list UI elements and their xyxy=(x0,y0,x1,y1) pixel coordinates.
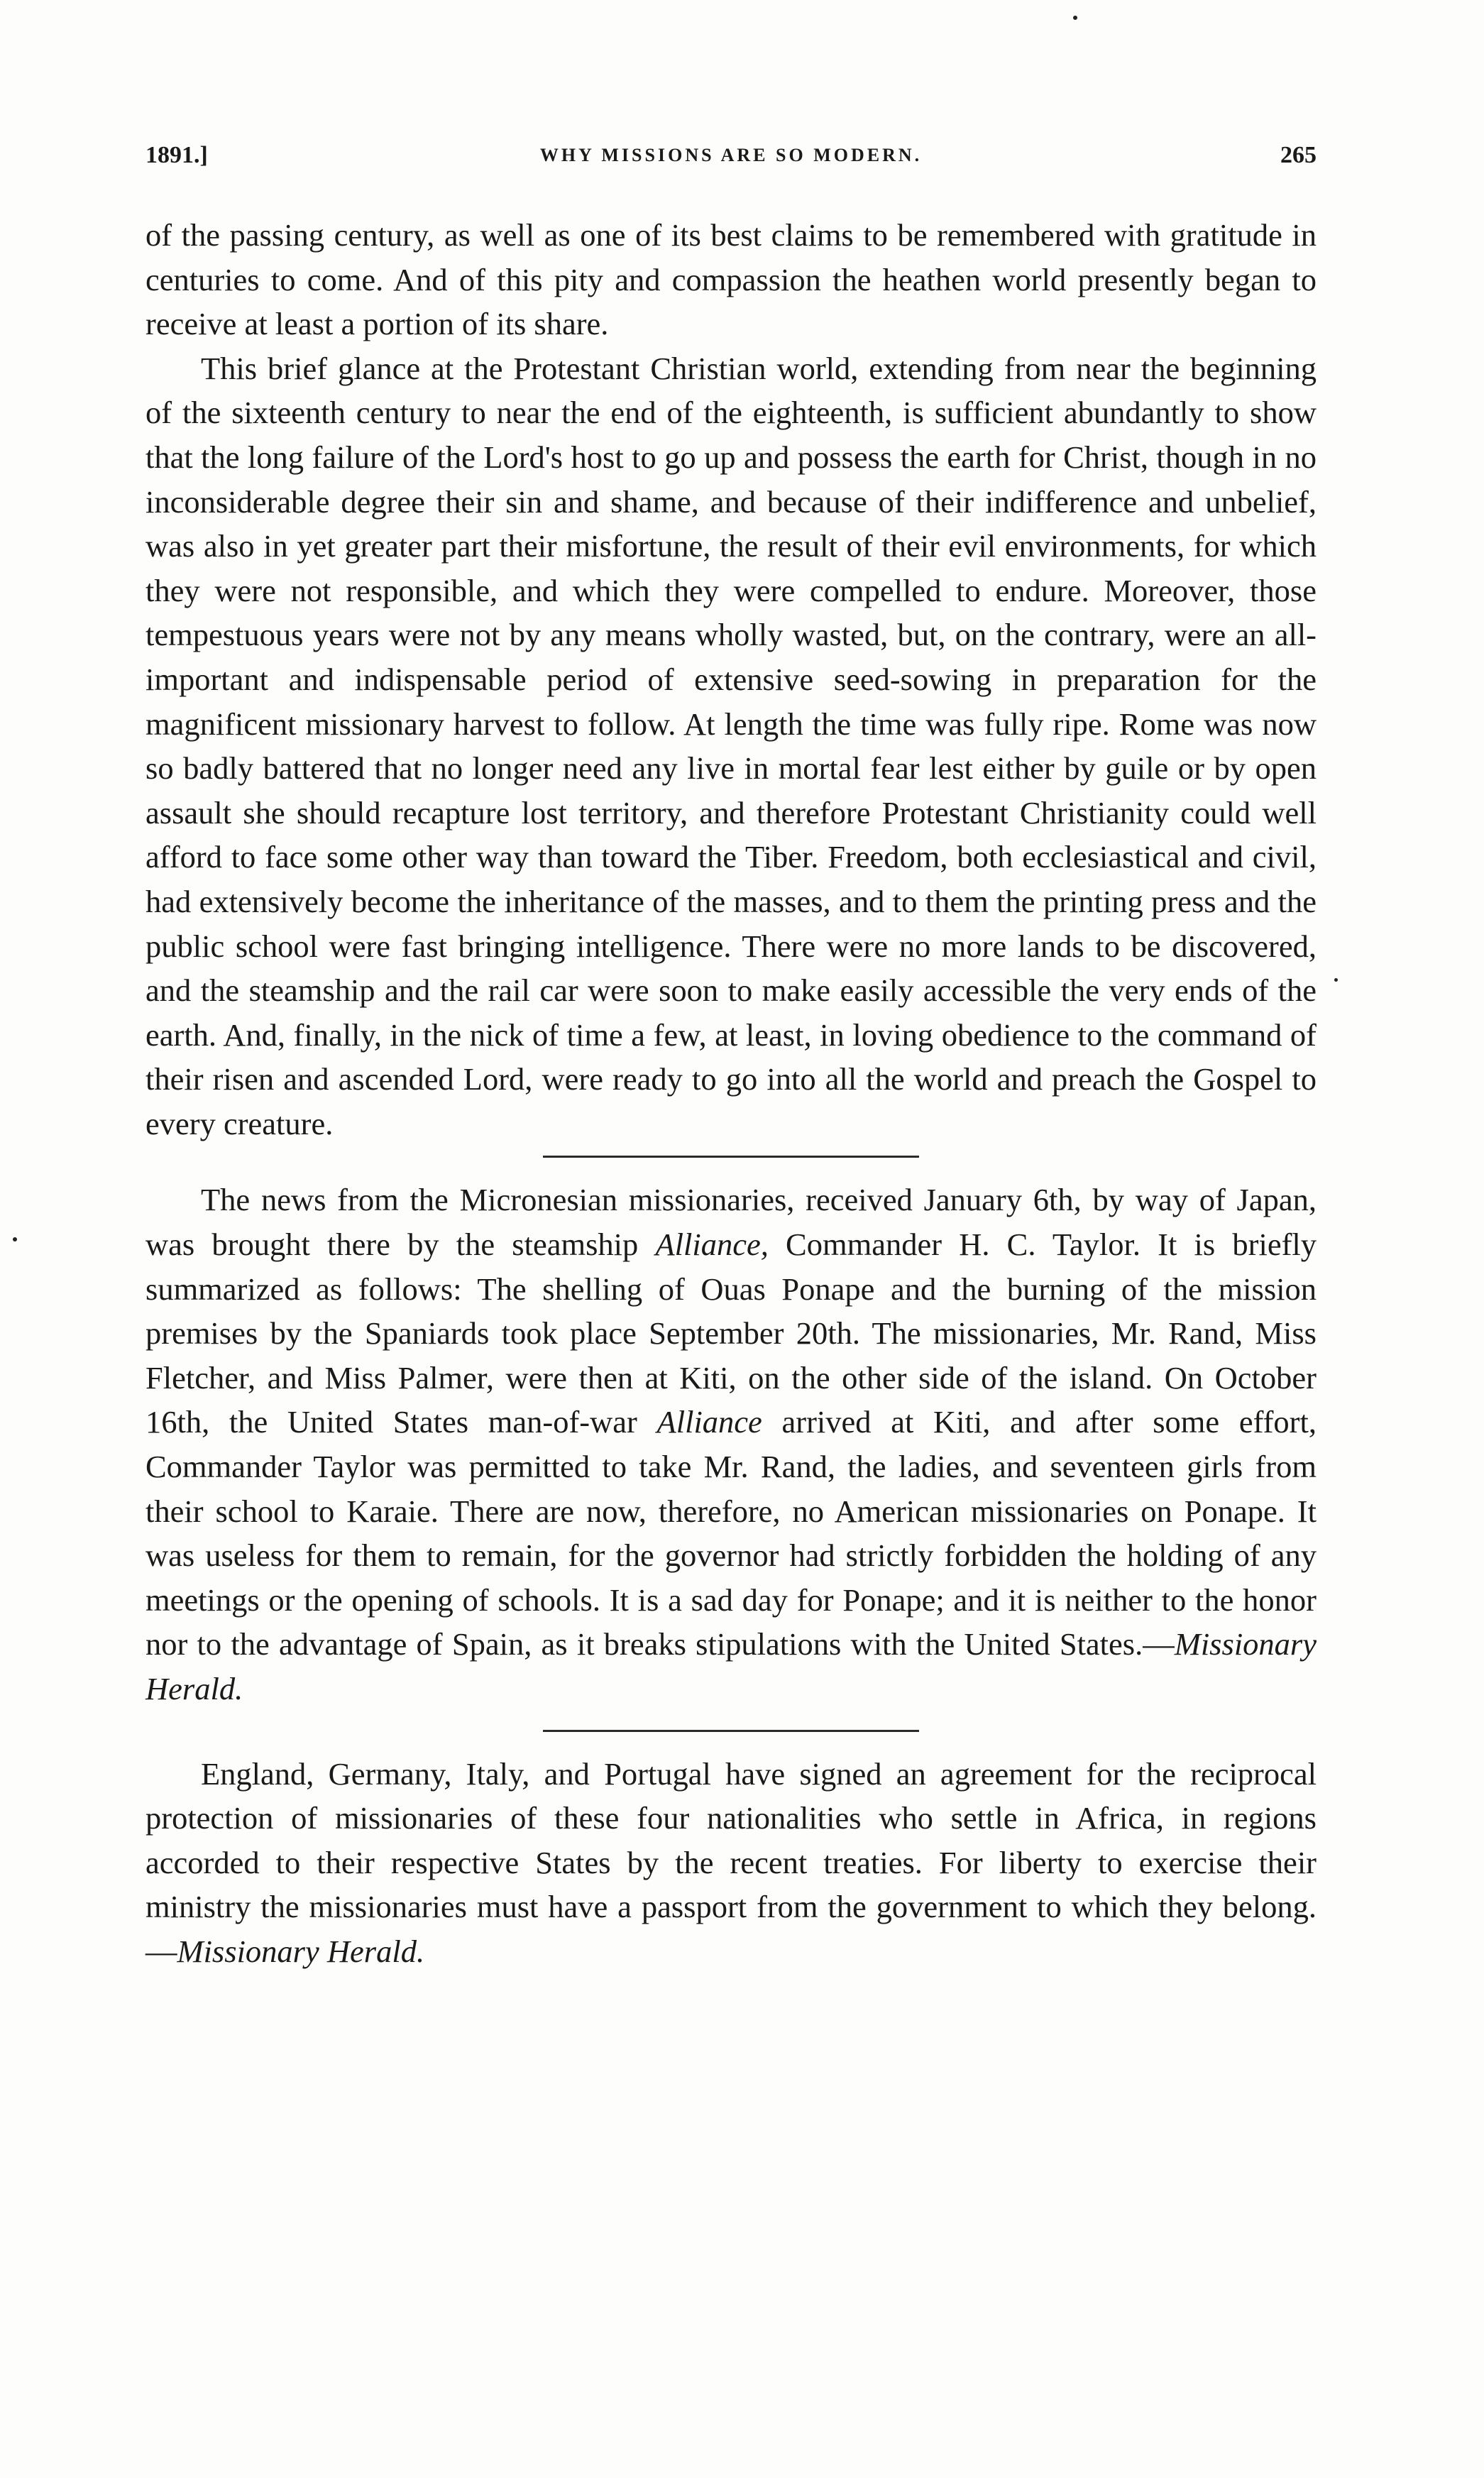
running-header xyxy=(145,142,1317,185)
section-divider xyxy=(543,1156,919,1158)
micronesian-text-1: The news from the Micronesian missionaries, received January 6th, by way of Japan, was brought there by the steamship xyxy=(145,1182,1317,1263)
section-divider-2 xyxy=(543,1730,919,1732)
ship-name-alliance: Alliance, xyxy=(655,1227,769,1263)
africa-text: England, Germany, Italy, and Portugal have signed an agreement for the reciprocal protection of missionaries of these four nationalities who settle in Africa, in regions accorded to their respective States by the recent treaties. For liberty to exercise their ministry the missionaries must have a passport from the government to which they belong.— xyxy=(145,1755,1317,1969)
micronesian-text-3: arrived at Kiti, and after some effort, Commander Taylor was permitted to take Mr. Rand, the ladies, and seventeen girls from their school to Karaie. There are now, therefore, no American missionaries on Ponape. It was useless for them to remain, for the governor had strictly forbidden the holding of any meetings or the opening of schools. It is a sad day for Ponape; and it is neither to the honor nor to the advantage of Spain, as it breaks stipulations with the United States.— xyxy=(145,1404,1317,1662)
scan-speck xyxy=(1073,16,1077,20)
page-number: 265 xyxy=(1280,142,1317,168)
header-title: WHY MISSIONS ARE SO MODERN. xyxy=(539,145,923,165)
article-body xyxy=(145,213,1317,1974)
paragraph-protestant-world: This brief glance at the Protestant Christian world, extending from near the beginning of the sixteenth century to near the end of the eighteenth, is sufficient abundantly to show that the long failure of the Lord's host to go up and possess the earth for Christ, though in no inconsiderable degree their sin and shame, and because of their indifference and unbelief, was also in yet greater part their misfortune, the result of their evil environments, for which they were not responsible, and which they were compelled to endure. Moreover, those tempestuous years were not by any means wholly wasted, but, on the contrary, were an all-important and indispensable period of extensive seed-sowing in preparation for the magnificent missionary harvest to follow. At length the time was fully ripe. Rome was now so badly battered that no longer need any live in mortal fear lest either by guile or by open assault she should recapture lost territory, and therefore Protestant Christianity could well afford to face some other way than toward the Tiber. Freedom, both ecclesiastical and civil, had extensively become the inheritance of the masses, and to them the printing press and the public school were fast bringing intelligence. There were no more lands to be discovered, and the steamship and the rail car were soon to make easily accessible the very ends of the earth. And, finally, in the nick of time a few, at least, in loving obedience to the command of their risen and ascended Lord, were ready to go into all the world and preach the Gospel to every creature. xyxy=(145,350,1317,1141)
ship-name-alliance-2: Alliance xyxy=(656,1404,762,1440)
header-year: 1891.] xyxy=(145,142,208,168)
source-citation: Missionary Herald. xyxy=(145,1626,1317,1706)
scan-speck-2 xyxy=(13,1237,17,1241)
source-citation-2: Missionary Herald. xyxy=(177,1933,425,1969)
paragraph-micronesian-news xyxy=(145,1178,1317,1711)
micronesian-text-2: Commander H. C. Taylor. It is briefly summarized as follows: The shelling of Ouas Ponape and the burning of the mission premises by the Spaniards took place September 20th. The missionaries, Mr. Rand, Miss Fletcher, and Miss Palmer, were then at Kiti, on the other side of the island. On October 16th, the United States man-of-war xyxy=(145,1227,1317,1440)
paragraph-africa-agreement xyxy=(145,1752,1317,1974)
paragraph-continuation: of the passing century, as well as one of its best claims to be remembered with gratitude in centuries to come. And of this pity and compassion the heathen world presently began to receive at least a portion of its share. xyxy=(145,217,1317,342)
scan-speck-3 xyxy=(1334,978,1338,982)
